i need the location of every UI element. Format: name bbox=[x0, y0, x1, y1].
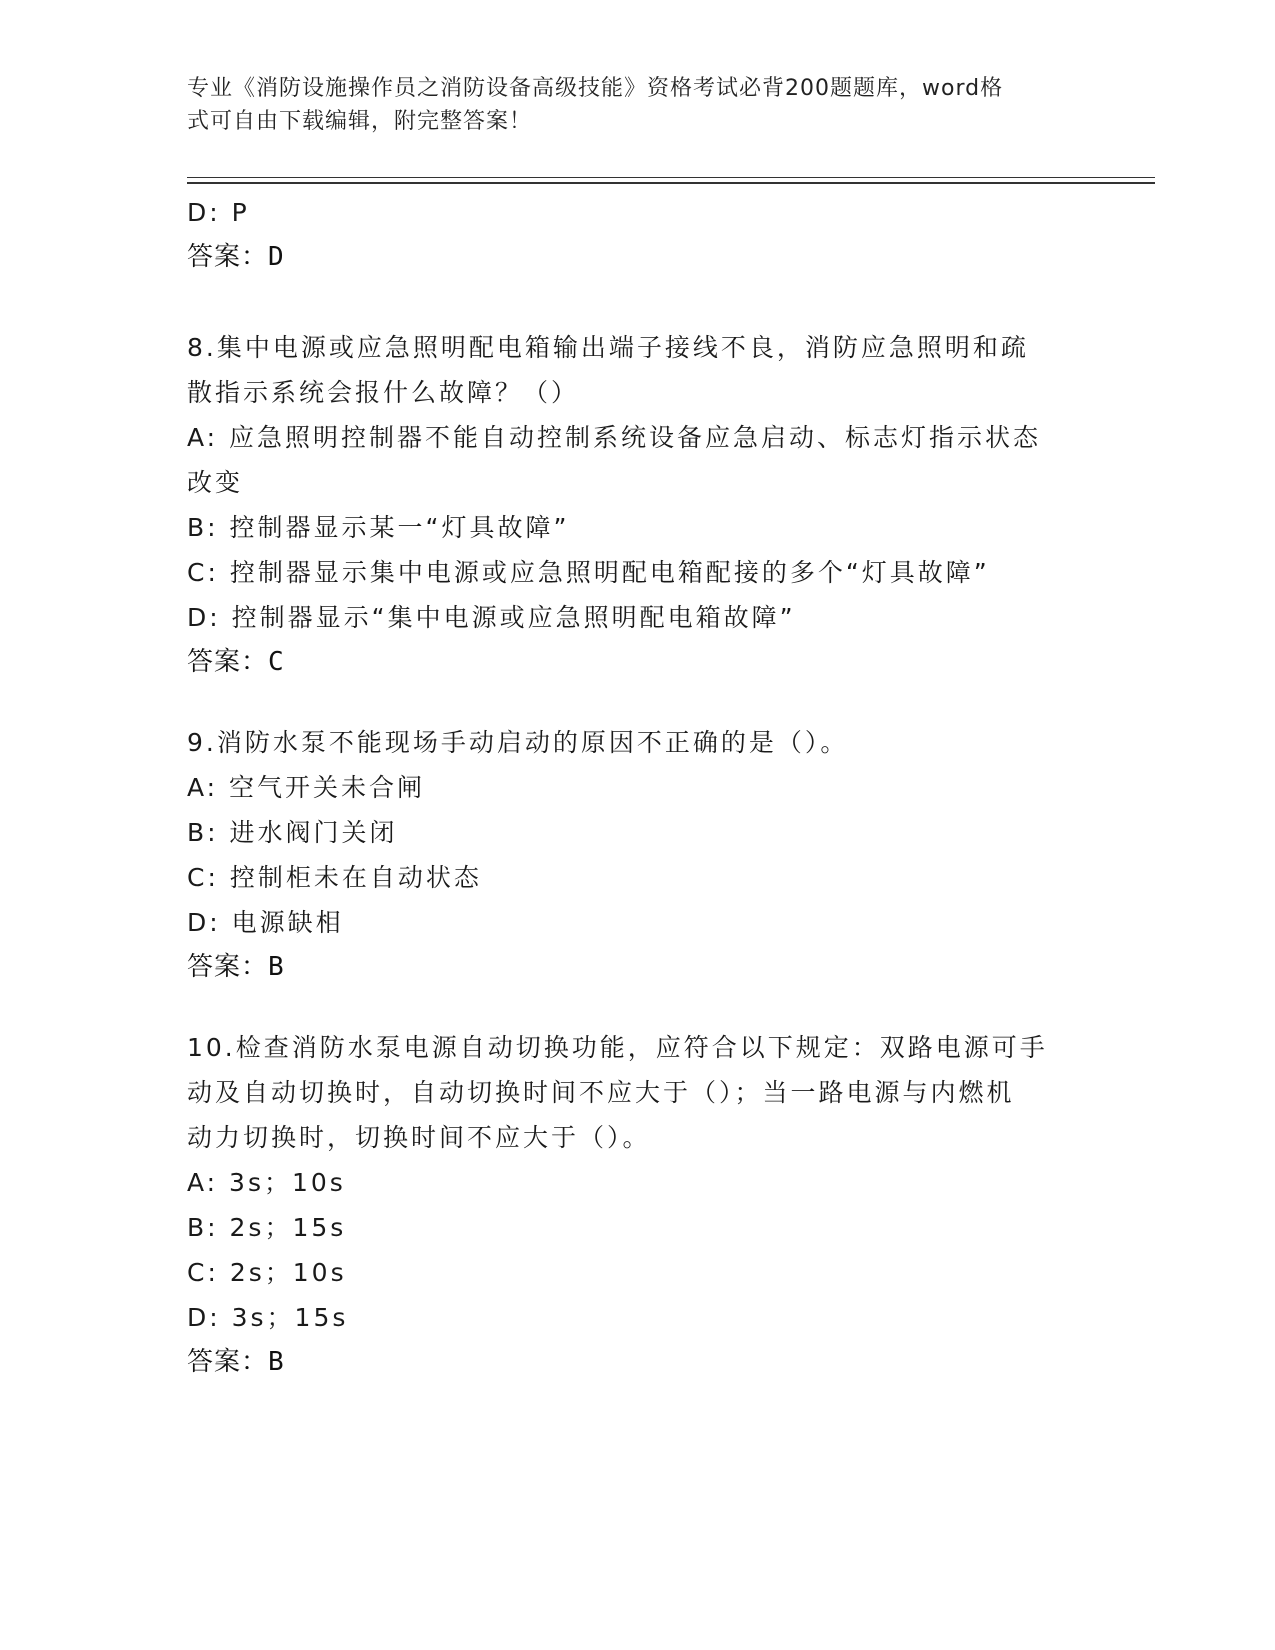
option-b: B: 进水阀门关闭 bbox=[187, 818, 398, 847]
option-b: B: 2s；15s bbox=[187, 1213, 347, 1242]
option-a-continued: 改变 bbox=[187, 468, 244, 497]
question-stem-line: 动及自动切换时，自动切换时间不应大于（）；当一路电源与内燃机 bbox=[187, 1078, 1015, 1107]
option-d: D: 电源缺相 bbox=[187, 908, 344, 937]
option-d: D: 3s；15s bbox=[187, 1303, 349, 1332]
question-answer bbox=[187, 640, 1087, 685]
prev-question-option-d: D: P bbox=[187, 198, 250, 227]
option-a: A: 空气开关未合闸 bbox=[187, 773, 426, 802]
answer-label: 答案： bbox=[187, 242, 269, 272]
option-d: D: 控制器显示“集中电源或应急照明配电箱故障” bbox=[187, 603, 796, 632]
question-block-8 bbox=[187, 325, 1087, 685]
answer-value: C bbox=[268, 647, 284, 677]
question-stem-line: 8.集中电源或应急照明配电箱输出端子接线不良，消防应急照明和疏 bbox=[187, 333, 1029, 362]
spacer bbox=[187, 990, 1087, 1025]
prev-question-answer bbox=[187, 235, 1087, 280]
document-header bbox=[187, 72, 1087, 138]
answer-value: B bbox=[268, 952, 284, 982]
question-answer bbox=[187, 1340, 1087, 1385]
spacer bbox=[187, 280, 1087, 325]
answer-label: 答案： bbox=[187, 1347, 269, 1377]
answer-value: B bbox=[268, 1347, 284, 1377]
question-stem-line: 10.检查消防水泵电源自动切换功能，应符合以下规定：双路电源可手 bbox=[187, 1033, 1048, 1062]
question-answer bbox=[187, 945, 1087, 990]
option-a: A: 应急照明控制器不能自动控制系统设备应急启动、标志灯指示状态 bbox=[187, 423, 1042, 452]
spacer bbox=[187, 685, 1087, 720]
header-divider-thin bbox=[187, 177, 1155, 178]
option-c: C: 2s；10s bbox=[187, 1258, 347, 1287]
question-content bbox=[187, 190, 1087, 1385]
option-b: B: 控制器显示某一“灯具故障” bbox=[187, 513, 570, 542]
header-divider-thick bbox=[187, 182, 1155, 184]
answer-value: D bbox=[268, 242, 284, 272]
header-line-2: 式可自由下载编辑，附完整答案！ bbox=[187, 109, 533, 134]
answer-label: 答案： bbox=[187, 647, 269, 677]
question-stem-line: 动力切换时，切换时间不应大于（）。 bbox=[187, 1123, 651, 1152]
header-line-1: 专业《消防设施操作员之消防设备高级技能》资格考试必背200题题库，word格 bbox=[187, 76, 1004, 101]
answer-label: 答案： bbox=[187, 952, 269, 982]
question-stem-line: 散指示系统会报什么故障？（） bbox=[187, 378, 580, 407]
option-c: C: 控制柜未在自动状态 bbox=[187, 863, 482, 892]
question-block-10 bbox=[187, 1025, 1087, 1385]
question-stem-line: 9.消防水泵不能现场手动启动的原因不正确的是（）。 bbox=[187, 728, 849, 757]
option-c: C: 控制器显示集中电源或应急照明配电箱配接的多个“灯具故障” bbox=[187, 558, 990, 587]
question-block-9 bbox=[187, 720, 1087, 990]
option-a: A: 3s；10s bbox=[187, 1168, 346, 1197]
